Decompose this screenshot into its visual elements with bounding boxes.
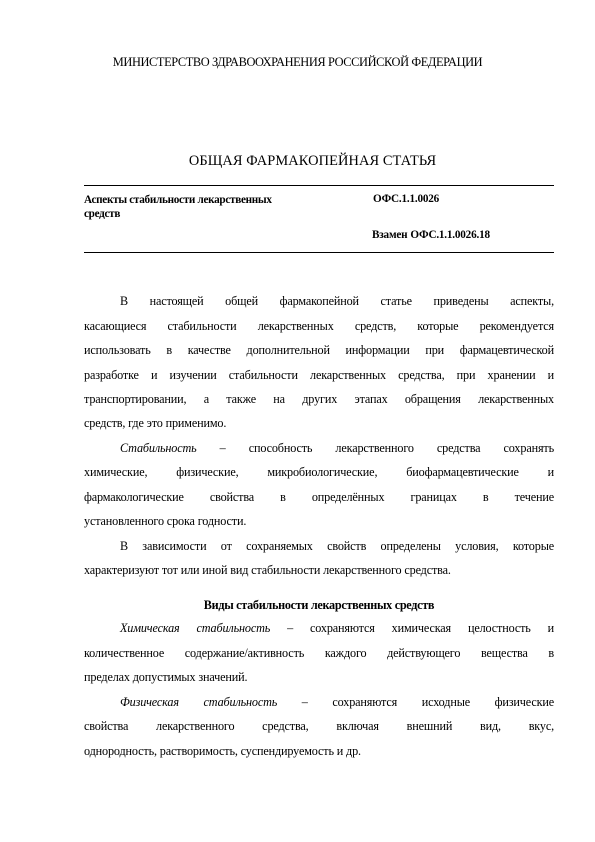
article-name — [84, 193, 354, 221]
paragraph-4-line: пределах допустимых значений. — [84, 670, 248, 684]
paragraph-5-line — [120, 694, 554, 710]
paragraph-5-line: свойства лекарственного средства, включая внешний вид, вкус, — [84, 719, 554, 733]
paragraph-5-first-rest: – сохраняются исходные физические — [277, 695, 554, 709]
page-title: ОБЩАЯ ФАРМАКОПЕЙНАЯ СТАТЬЯ — [188, 153, 437, 169]
term-chemical-stability: Химическая стабильность — [120, 621, 271, 635]
paragraph-3-line: характеризуют тот или иной вид стабильности лекарственного средства. — [84, 563, 451, 577]
paragraph-4-line — [120, 620, 554, 636]
replaces-note — [372, 229, 490, 241]
paragraph-5-line: однородность, растворимость, суспендируемость и др. — [84, 744, 361, 758]
paragraph-1-line: транспортировании, а также на других этапах обращения лекарственных — [84, 392, 554, 406]
article-name-line-2: средств — [84, 208, 121, 220]
section-heading: Виды стабильности лекарственных средств — [203, 598, 435, 612]
term-stability: Стабильность — [120, 441, 197, 455]
header-divider-bottom — [84, 252, 554, 253]
header-divider-top — [84, 185, 554, 186]
paragraph-1-line: В настоящей общей фармакопейной статье приведены аспекты, — [120, 294, 554, 308]
paragraph-2-line: фармакологические свойства в определённых границах в течение — [84, 490, 554, 504]
replaces-label: Взамен — [372, 229, 408, 241]
paragraph-1-line: разработке и изучении стабильности лекарственных средства, при хранении и — [84, 368, 554, 382]
article-code: ОФС.1.1.0026 — [373, 193, 440, 205]
paragraph-1-line: касающиеся стабильности лекарственных средств, которые рекомендуется — [84, 319, 554, 333]
paragraph-1-line: средств, где это применимо. — [84, 416, 227, 430]
replaces-code: ОФС.1.1.0026.18 — [410, 229, 490, 241]
paragraph-2-line: химические, физические, микробиологические, биофармацевтические и — [84, 465, 554, 479]
paragraph-2-first-rest: – способность лекарственного средства сохранять — [196, 441, 554, 455]
paragraph-4-line: количественное содержание/активность каждого действующего вещества в — [84, 646, 554, 660]
term-physical-stability: Физическая стабильность — [120, 695, 278, 709]
ministry-heading: МИНИСТЕРСТВО ЗДРАВООХРАНЕНИЯ РОССИЙСКОЙ ФЕДЕРАЦИИ — [112, 55, 483, 69]
paragraph-2-line: установленного срока годности. — [84, 514, 247, 528]
paragraph-4-first-rest: – сохраняются химическая целостность и — [270, 621, 555, 635]
paragraph-1-line: использовать в качестве дополнительной информации при фармацевтической — [84, 343, 554, 357]
paragraph-3-line: В зависимости от сохраняемых свойств определены условия, которые — [120, 539, 554, 553]
article-name-line-1: Аспекты стабильности лекарственных — [84, 194, 272, 206]
paragraph-2-line — [120, 440, 554, 456]
